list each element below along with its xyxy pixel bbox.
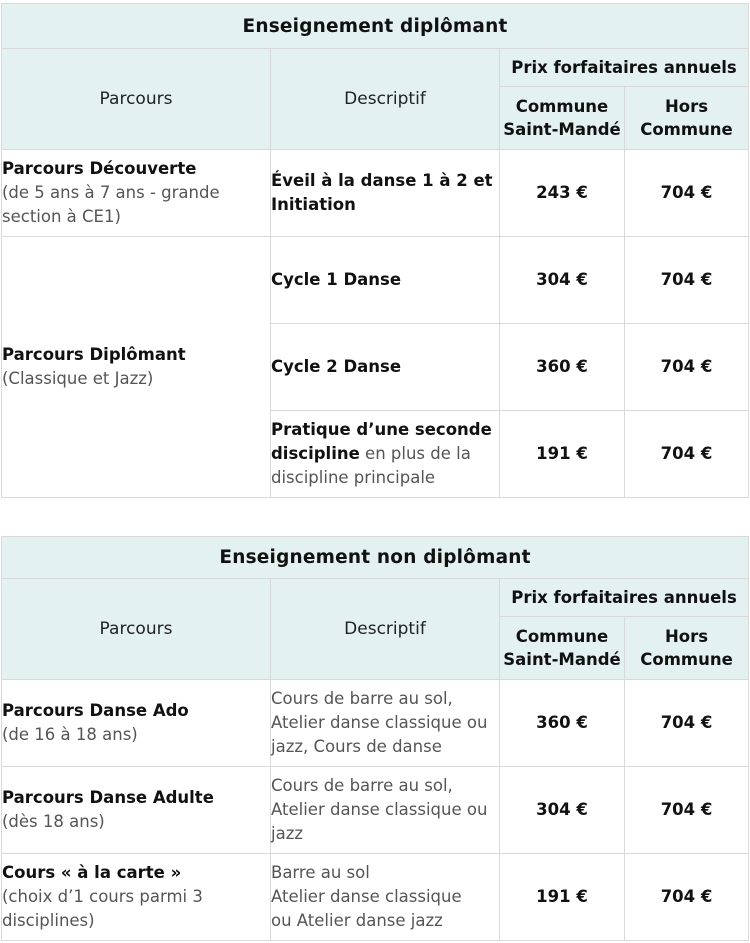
table-title: Enseignement diplômant xyxy=(2,4,749,49)
price-commune: 360 € xyxy=(500,680,625,767)
table-row xyxy=(2,680,749,767)
header-commune: Commune Saint-Mandé xyxy=(500,617,625,680)
table-row xyxy=(2,237,749,324)
header-descriptif: Descriptif xyxy=(271,49,500,150)
table-row xyxy=(2,854,749,941)
price-commune: 191 € xyxy=(500,854,625,941)
descriptif-cell: Cours de barre au sol, Atelier danse classique ou jazz, Cours de danse xyxy=(271,680,500,767)
parcours-subtitle: (de 5 ans à 7 ans - grande section à CE1) xyxy=(2,183,220,226)
header-descriptif: Descriptif xyxy=(271,579,500,680)
parcours-title: Parcours Danse Ado xyxy=(2,701,189,720)
descriptif-cell: Barre au sol Atelier danse classique ou Atelier danse jazz xyxy=(271,854,500,941)
descriptif-cell: Cycle 2 Danse xyxy=(271,324,500,411)
descriptif-cell: Pratique d’une seconde discipline en plus de la discipline principale xyxy=(271,411,500,498)
parcours-cell xyxy=(2,150,271,237)
parcours-title: Parcours Diplômant xyxy=(2,345,186,364)
table-row xyxy=(2,767,749,854)
price-hors-commune: 704 € xyxy=(625,680,749,767)
price-hors-commune: 704 € xyxy=(625,324,749,411)
parcours-title: Parcours Danse Adulte xyxy=(2,788,214,807)
header-parcours: Parcours xyxy=(2,579,271,680)
parcours-cell xyxy=(2,767,271,854)
descriptif-cell: Éveil à la danse 1 à 2 et Initiation xyxy=(271,150,500,237)
price-commune: 360 € xyxy=(500,324,625,411)
header-parcours: Parcours xyxy=(2,49,271,150)
parcours-title: Parcours Découverte xyxy=(2,159,197,178)
header-hors-commune: Hors Commune xyxy=(625,87,749,150)
price-hors-commune: 704 € xyxy=(625,854,749,941)
parcours-subtitle: (de 16 à 18 ans) xyxy=(2,725,138,744)
price-commune: 243 € xyxy=(500,150,625,237)
header-hors-commune: Hors Commune xyxy=(625,617,749,680)
price-hors-commune: 704 € xyxy=(625,150,749,237)
descriptif-cell: Cycle 1 Danse xyxy=(271,237,500,324)
parcours-cell xyxy=(2,680,271,767)
price-hors-commune: 704 € xyxy=(625,411,749,498)
parcours-title: Cours « à la carte » xyxy=(2,863,182,882)
price-hors-commune: 704 € xyxy=(625,237,749,324)
table-enseignement-non-diplomant xyxy=(1,536,749,941)
descriptif-cell: Cours de barre au sol, Atelier danse classique ou jazz xyxy=(271,767,500,854)
price-hors-commune: 704 € xyxy=(625,767,749,854)
header-commune: Commune Saint-Mandé xyxy=(500,87,625,150)
parcours-cell xyxy=(2,237,271,498)
parcours-cell xyxy=(2,854,271,941)
table-row xyxy=(2,150,749,237)
price-commune: 191 € xyxy=(500,411,625,498)
table-enseignement-diplomant xyxy=(1,3,749,498)
parcours-subtitle: (choix d’1 cours parmi 3 disciplines) xyxy=(2,887,203,930)
table-title: Enseignement non diplômant xyxy=(2,537,749,579)
header-prix-forfaitaires: Prix forfaitaires annuels xyxy=(500,579,749,617)
header-prix-forfaitaires: Prix forfaitaires annuels xyxy=(500,49,749,87)
price-commune: 304 € xyxy=(500,237,625,324)
price-commune: 304 € xyxy=(500,767,625,854)
parcours-subtitle: (dès 18 ans) xyxy=(2,812,105,831)
parcours-subtitle: (Classique et Jazz) xyxy=(2,369,154,388)
